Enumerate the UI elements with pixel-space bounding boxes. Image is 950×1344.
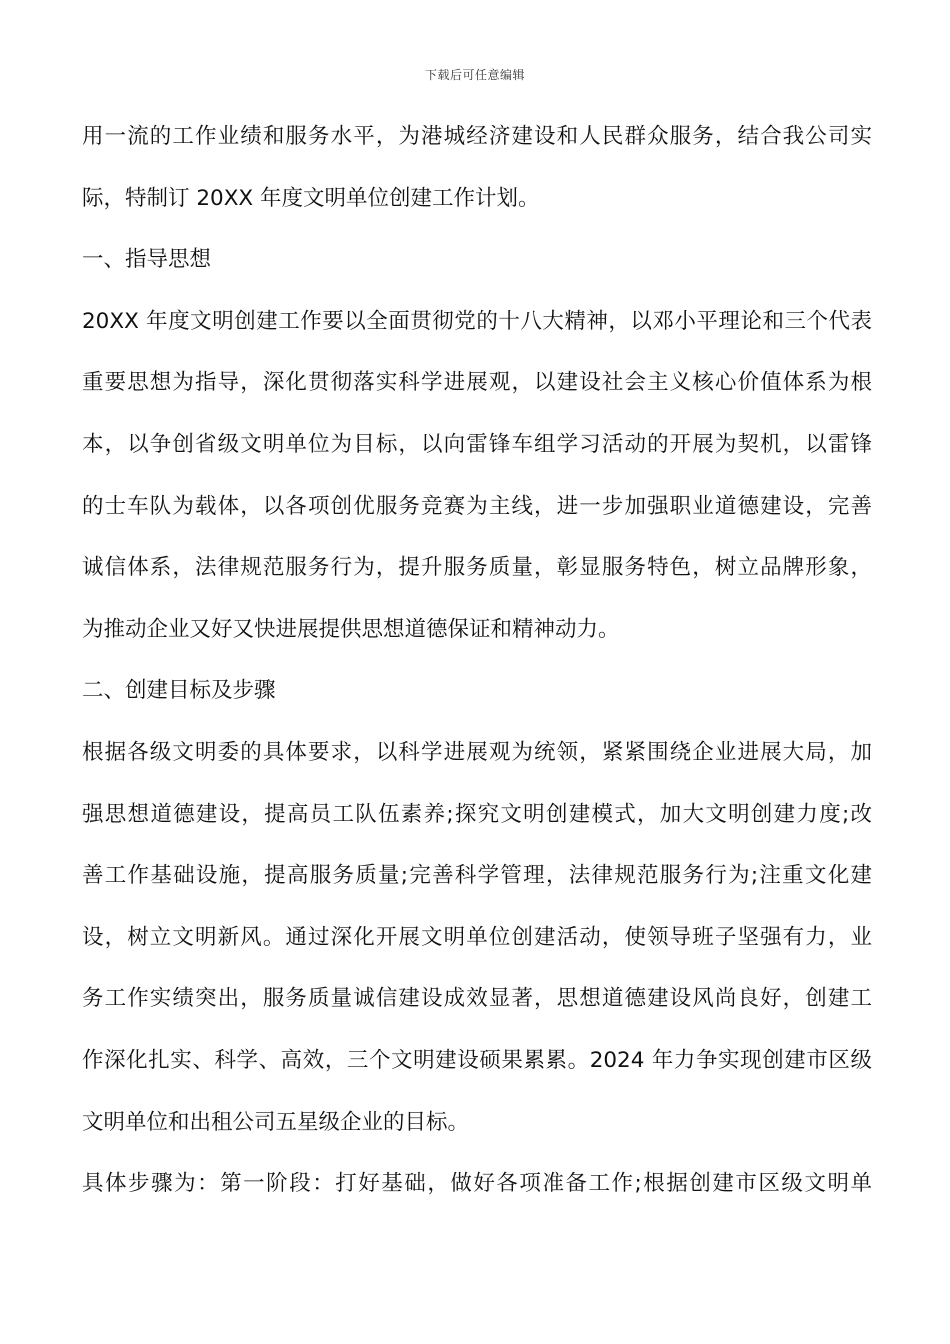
- text-line: 设，树立文明新风。通过深化开展文明单位创建活动，使领导班子坚强有力，业: [82, 924, 872, 950]
- text-line: 重要思想为指导，深化贯彻落实科学进展观，以建设社会主义核心价值体系为根: [82, 370, 872, 396]
- text-line: 善工作基础设施，提高服务质量;完善科学管理，法律规范服务行为;注重文化建: [82, 863, 872, 889]
- text-line: 际，特制订 20XX 年度文明单位创建工作计划。: [82, 185, 540, 211]
- header-note: 下载后可任意编辑: [424, 68, 525, 82]
- document-body: [82, 117, 872, 1226]
- text-line: 诚信体系，法律规范服务行为，提升服务质量，彰显服务特色，树立品牌形象，: [82, 555, 872, 581]
- text-line: 本，以争创省级文明单位为目标，以向雷锋车组学习活动的开展为契机，以雷锋: [82, 431, 872, 457]
- text-line: 作深化扎实、科学、高效，三个文明建设硕果累累。2024 年力争实现创建市区级: [82, 1047, 872, 1073]
- text-line: 为推动企业又好又快进展提供思想道德保证和精神动力。: [82, 616, 620, 642]
- text-line: 根据各级文明委的具体要求，以科学进展观为统领，紧紧围绕企业进展大局，加: [82, 739, 872, 765]
- text-line: 用一流的工作业绩和服务水平，为港城经济建设和人民群众服务，结合我公司实: [82, 124, 872, 149]
- text-line: 20XX 年度文明创建工作要以全面贯彻党的十八大精神，以邓小平理论和三个代表: [82, 308, 872, 334]
- text-line: 的士车队为载体，以各项创优服务竞赛为主线，进一步加强职业道德建设，完善: [82, 493, 872, 519]
- section-heading: 二、创建目标及步骤: [82, 678, 276, 704]
- text-line: 强思想道德建设，提高员工队伍素养;探究文明创建模式，加大文明创建力度;改: [82, 801, 872, 827]
- text-line: 文明单位和出租公司五星级企业的目标。: [82, 1109, 470, 1135]
- text-line: 务工作实绩突出，服务质量诚信建设成效显著，思想道德建设风尚良好，创建工: [82, 986, 872, 1012]
- section-heading: 一、指导思想: [82, 247, 212, 273]
- text-line: 具体步骤为：第一阶段：打好基础，做好各项准备工作;根据创建市区级文明单: [82, 1171, 872, 1197]
